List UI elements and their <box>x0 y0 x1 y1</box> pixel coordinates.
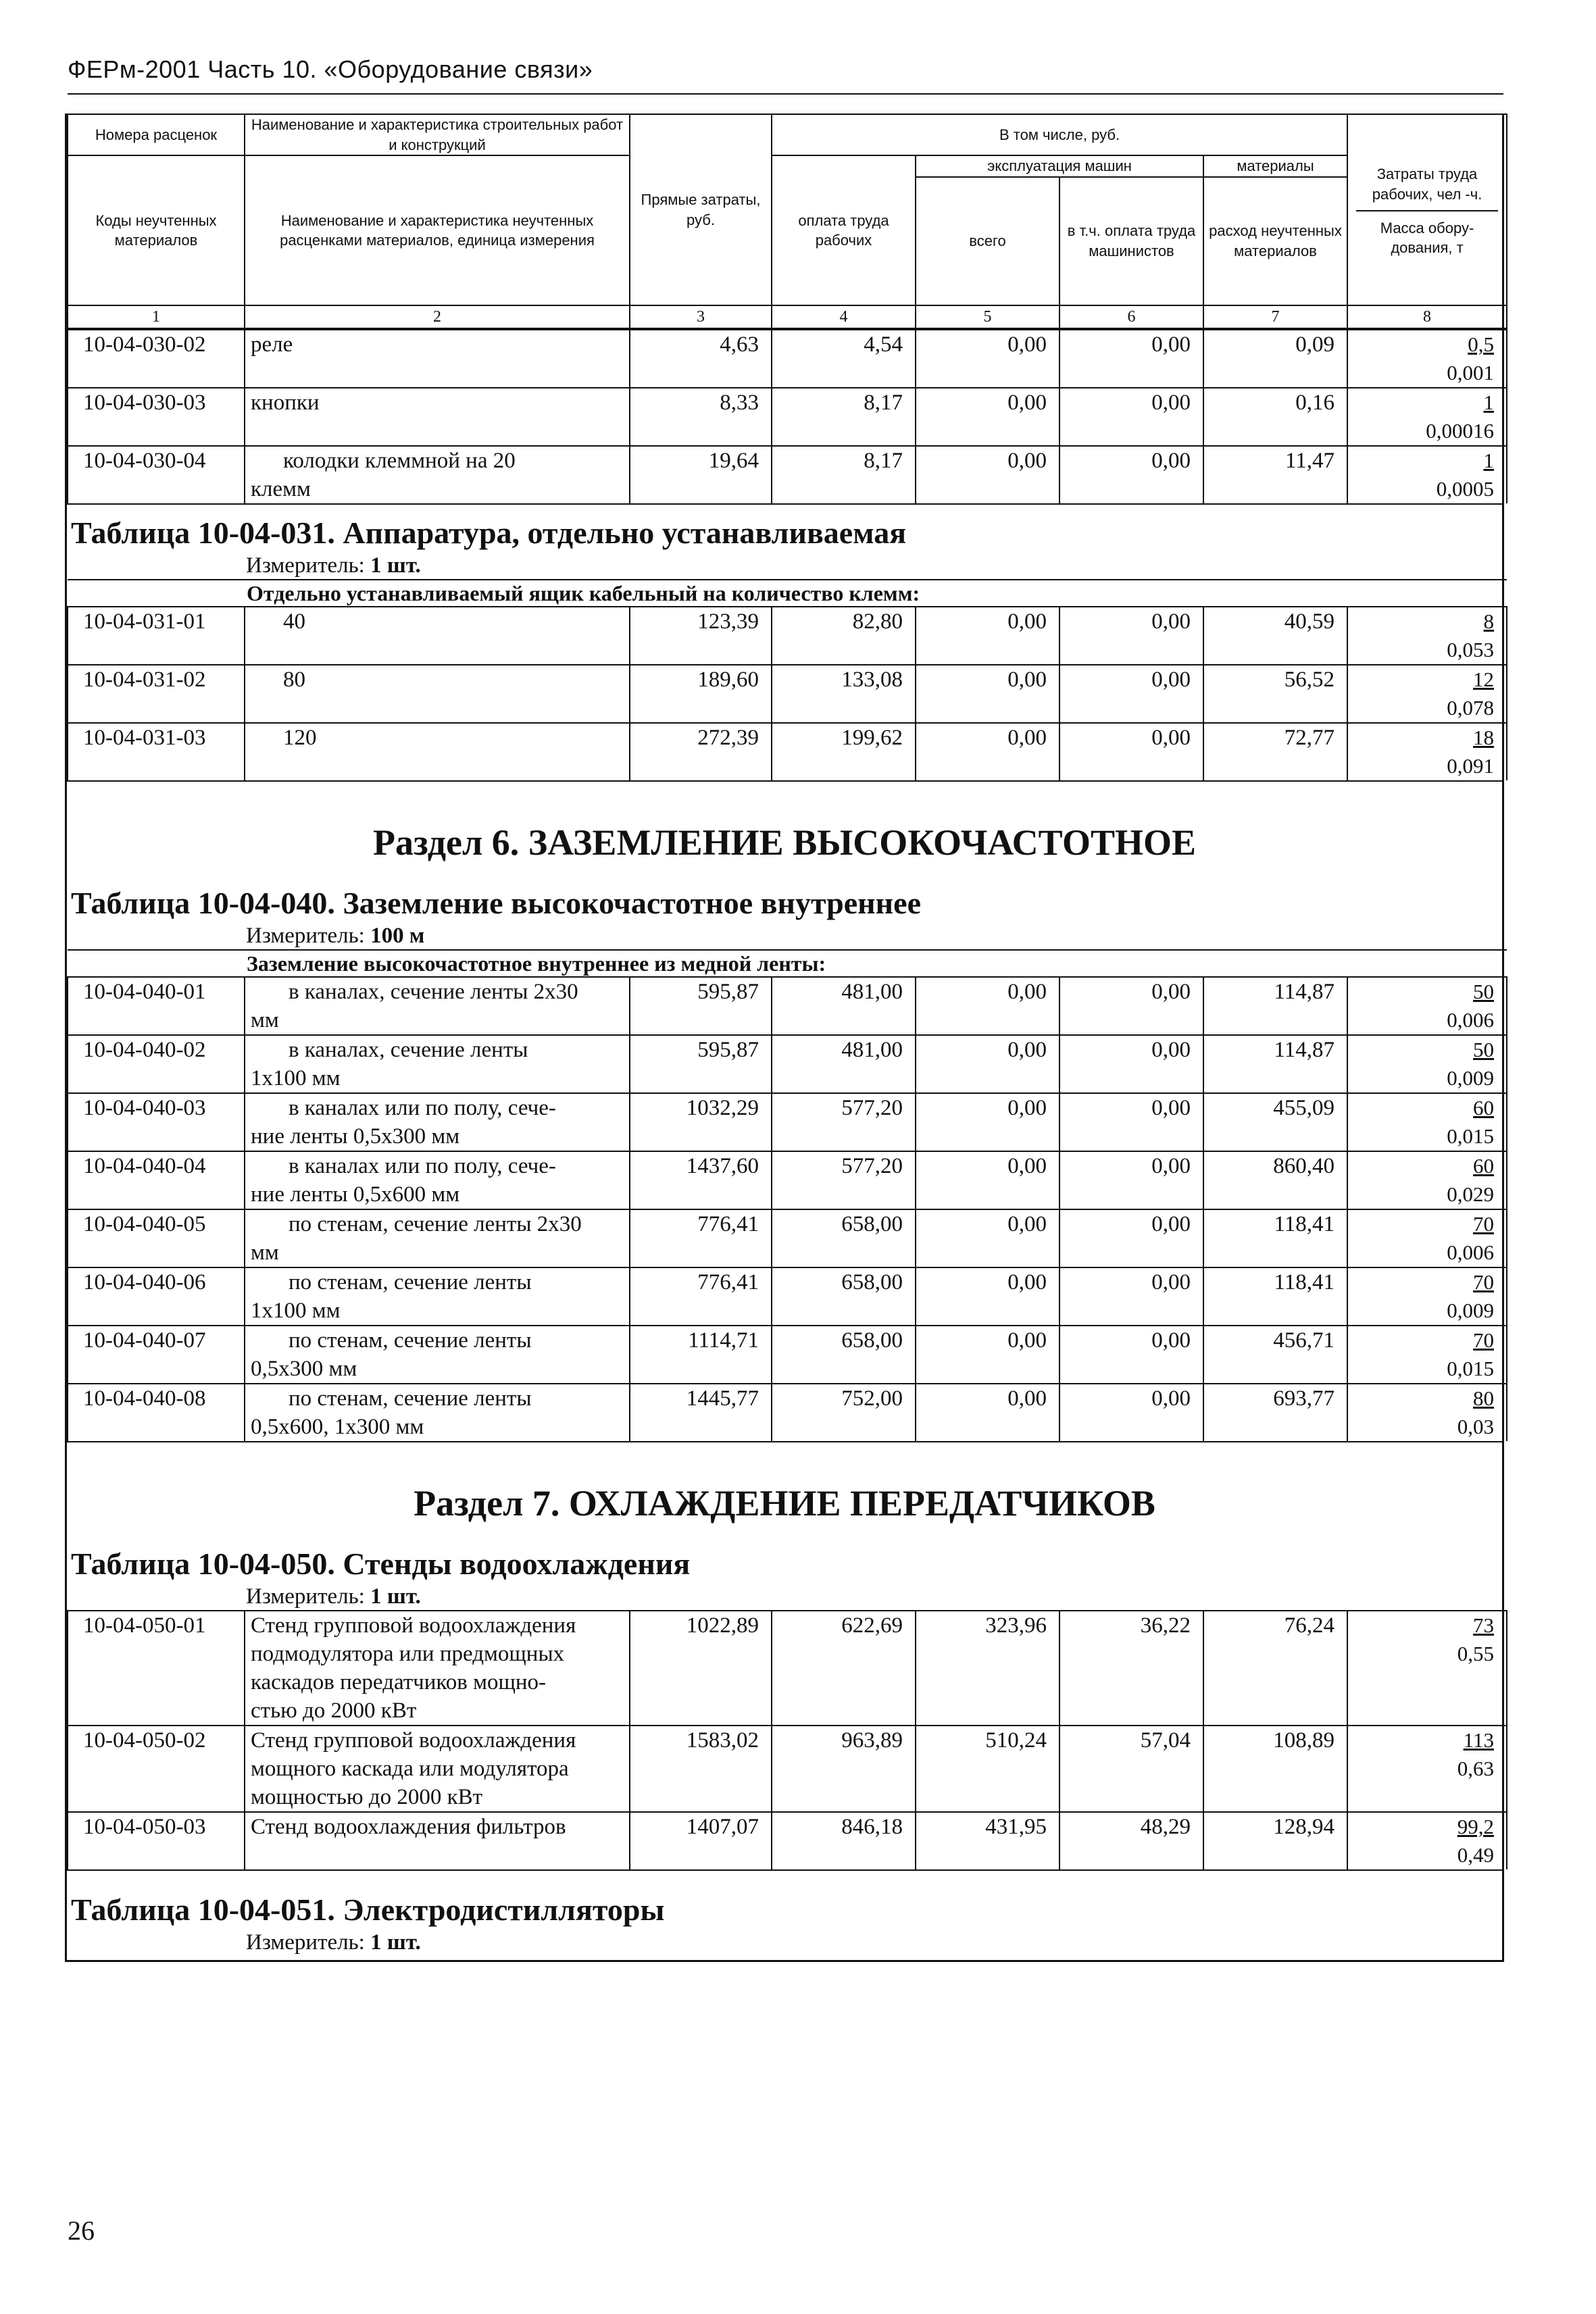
header-codes-top: Номера расценок <box>68 114 245 155</box>
table-row <box>68 1812 1507 1869</box>
row-mass: 0,053 <box>1447 638 1495 662</box>
row-direct: 1022,89 <box>630 1611 772 1726</box>
row-materials: 128,94 <box>1203 1812 1347 1869</box>
row-machines-wages: 48,29 <box>1059 1812 1203 1869</box>
row-labor-mass <box>1347 446 1507 503</box>
row-name-line: 0,5х300 мм <box>251 1357 357 1382</box>
row-name-line: 0,5х600, 1х300 мм <box>251 1415 424 1440</box>
row-labor-mass <box>1347 1812 1507 1869</box>
row-mass: 0,03 <box>1457 1415 1494 1439</box>
table-050-measure <box>67 1583 1502 1610</box>
row-wages: 199,62 <box>772 723 916 780</box>
row-wages: 481,00 <box>772 1035 916 1093</box>
table-row <box>68 1209 1507 1267</box>
row-name-line: по стенам, сечение ленты 2х30 <box>289 1212 582 1237</box>
row-machines-wages: 0,00 <box>1059 1326 1203 1384</box>
row-machines: 0,00 <box>916 446 1059 503</box>
row-labor: 99,2 <box>1457 1815 1494 1839</box>
table-row <box>68 665 1507 723</box>
row-direct: 1114,71 <box>630 1326 772 1384</box>
row-name <box>245 1267 630 1326</box>
row-code: 10-04-031-01 <box>68 607 245 665</box>
row-labor: 73 <box>1473 1613 1494 1638</box>
row-mass: 0,001 <box>1447 361 1494 385</box>
row-labor: 12 <box>1473 668 1495 692</box>
measure-value: 100 м <box>370 924 425 949</box>
row-name-line: ние ленты 0,5х600 мм <box>251 1182 460 1207</box>
colnum: 2 <box>245 305 630 328</box>
row-code: 10-04-030-02 <box>68 330 245 388</box>
row-machines-wages: 36,22 <box>1059 1611 1203 1726</box>
row-mass: 0,091 <box>1447 754 1495 778</box>
row-direct: 595,87 <box>630 977 772 1035</box>
row-name-line: 1х100 мм <box>251 1066 341 1091</box>
row-labor: 60 <box>1473 1154 1494 1178</box>
row-code: 10-04-040-03 <box>68 1093 245 1151</box>
table-031-subhead-row <box>68 580 1507 607</box>
header-equipment-mass: Масса обору-дования, т <box>1380 219 1474 257</box>
row-name-line: Стенд водоохлаждения фильтров <box>251 1815 566 1840</box>
table-031-subhead: Отдельно устанавливаемый ящик кабельный на количество клемм: <box>68 580 1507 607</box>
row-wages: 622,69 <box>772 1611 916 1726</box>
table-row <box>68 1267 1507 1326</box>
row-labor: 0,5 <box>1468 332 1494 357</box>
table-050-body <box>68 1611 1507 1869</box>
header-rule <box>68 93 1503 95</box>
row-machines: 0,00 <box>916 1151 1059 1209</box>
table-row <box>68 607 1507 665</box>
row-name <box>245 1384 630 1441</box>
measure-label: Измеритель: <box>246 1930 365 1955</box>
row-wages: 577,20 <box>772 1151 916 1209</box>
table-row <box>68 1726 1507 1812</box>
row-name-line: 120 <box>283 726 317 751</box>
header-labor-costs: Затраты труда рабочих, чел -ч. <box>1356 159 1498 211</box>
header-machines-wages: в т.ч. оплата труда машинистов <box>1059 177 1203 305</box>
table-050 <box>67 1610 1507 1869</box>
row-code: 10-04-050-03 <box>68 1812 245 1869</box>
row-wages: 481,00 <box>772 977 916 1035</box>
row-code: 10-04-030-03 <box>68 388 245 446</box>
row-code: 10-04-040-06 <box>68 1267 245 1326</box>
measure-label: Измеритель: <box>246 1584 365 1609</box>
row-labor: 60 <box>1473 1096 1494 1120</box>
row-machines-wages: 0,00 <box>1059 1151 1203 1209</box>
row-name-line: по стенам, сечение ленты <box>289 1270 532 1295</box>
header-machines: эксплуатация машин <box>916 155 1203 177</box>
row-materials: 114,87 <box>1203 977 1347 1035</box>
row-name-line: клемм <box>251 477 311 502</box>
running-header: ФЕРм-2001 Часть 10. «Оборудование связи» <box>68 55 593 83</box>
row-code: 10-04-040-08 <box>68 1384 245 1441</box>
row-mass: 0,009 <box>1447 1299 1494 1323</box>
row-name <box>245 607 630 665</box>
row-direct: 1032,29 <box>630 1093 772 1151</box>
row-machines: 0,00 <box>916 1093 1059 1151</box>
row-wages: 658,00 <box>772 1326 916 1384</box>
measure-value: 1 шт. <box>370 1584 421 1609</box>
row-machines-wages: 57,04 <box>1059 1726 1203 1812</box>
row-name-line: каскадов передатчиков мощно- <box>251 1670 547 1695</box>
row-name-line: 80 <box>283 668 305 693</box>
table-row <box>68 1151 1507 1209</box>
table-row <box>68 330 1507 388</box>
row-wages: 963,89 <box>772 1726 916 1812</box>
row-labor-mass <box>1347 977 1507 1035</box>
row-name <box>245 1093 630 1151</box>
row-name-line: по стенам, сечение ленты <box>289 1328 532 1353</box>
row-machines-wages: 0,00 <box>1059 330 1203 388</box>
row-direct: 1445,77 <box>630 1384 772 1441</box>
section-7-title: Раздел 7. ОХЛАЖДЕНИЕ ПЕРЕДАТЧИКОВ <box>414 1483 1155 1524</box>
header-name-top: Наименование и характеристика строительных работ и конструкций <box>245 114 630 155</box>
row-name <box>245 1611 630 1726</box>
row-code: 10-04-050-01 <box>68 1611 245 1726</box>
row-labor: 1 <box>1483 391 1494 415</box>
row-name-line: в каналах, сечение ленты <box>289 1038 528 1063</box>
row-machines: 0,00 <box>916 723 1059 780</box>
table-051-title: Таблица 10-04-051. Электродистилляторы <box>71 1892 665 1928</box>
row-machines-wages: 0,00 <box>1059 1384 1203 1441</box>
header-name-bottom: Наименование и характеристика неучтенных расценками материалов, единица измерения <box>245 155 630 305</box>
row-mass: 0,63 <box>1457 1757 1494 1781</box>
table-031 <box>67 579 1507 780</box>
row-machines-wages: 0,00 <box>1059 607 1203 665</box>
row-wages: 133,08 <box>772 665 916 723</box>
row-name-line: мощного каскада или модулятора <box>251 1757 569 1782</box>
row-materials: 114,87 <box>1203 1035 1347 1093</box>
row-machines: 510,24 <box>916 1726 1059 1812</box>
table-row <box>68 1035 1507 1093</box>
table-051-measure <box>67 1929 1502 1956</box>
row-direct: 776,41 <box>630 1209 772 1267</box>
row-name-line: колодки клеммной на 20 <box>283 449 516 474</box>
header-wages: оплата труда рабочих <box>772 155 916 305</box>
row-materials: 118,41 <box>1203 1267 1347 1326</box>
row-code: 10-04-031-03 <box>68 723 245 780</box>
row-code: 10-04-040-02 <box>68 1035 245 1093</box>
row-machines-wages: 0,00 <box>1059 1267 1203 1326</box>
row-mass: 0,0005 <box>1436 477 1494 501</box>
row-labor-mass <box>1347 1209 1507 1267</box>
colnum: 5 <box>916 305 1059 328</box>
row-mass: 0,55 <box>1457 1642 1494 1666</box>
row-wages: 8,17 <box>772 446 916 503</box>
row-materials: 108,89 <box>1203 1726 1347 1812</box>
row-name <box>245 1209 630 1267</box>
row-name <box>245 977 630 1035</box>
table-031-measure <box>67 552 1502 579</box>
row-machines-wages: 0,00 <box>1059 977 1203 1035</box>
table-040-subhead: Заземление высокочастотное внутреннее из медной ленты: <box>68 950 1507 977</box>
header-materials: материалы <box>1203 155 1347 177</box>
row-machines: 0,00 <box>916 1209 1059 1267</box>
row-machines: 0,00 <box>916 977 1059 1035</box>
row-machines: 0,00 <box>916 1035 1059 1093</box>
table-row <box>68 388 1507 446</box>
row-materials: 40,59 <box>1203 607 1347 665</box>
row-mass: 0,029 <box>1447 1182 1494 1207</box>
table-row <box>68 1326 1507 1384</box>
row-wages: 846,18 <box>772 1812 916 1869</box>
row-mass: 0,00016 <box>1426 419 1494 443</box>
column-numbers <box>68 305 1507 328</box>
row-name <box>245 1812 630 1869</box>
row-machines: 0,00 <box>916 1384 1059 1441</box>
row-machines-wages: 0,00 <box>1059 446 1203 503</box>
row-name-line: в каналах, сечение ленты 2х30 <box>289 980 578 1005</box>
row-labor-mass <box>1347 1267 1507 1326</box>
row-code: 10-04-040-07 <box>68 1326 245 1384</box>
row-mass: 0,015 <box>1447 1124 1494 1149</box>
row-wages: 8,17 <box>772 388 916 446</box>
row-labor-mass <box>1347 1384 1507 1441</box>
section-6-block <box>67 780 1502 1441</box>
row-machines: 0,00 <box>916 1267 1059 1326</box>
row-mass: 0,006 <box>1447 1008 1494 1032</box>
row-name-line: реле <box>251 332 293 357</box>
row-labor: 1 <box>1483 449 1494 473</box>
colnum: 8 <box>1347 305 1507 328</box>
table-040-title: Таблица 10-04-040. Заземление высокочастотное внутреннее <box>71 886 921 921</box>
row-name <box>245 1326 630 1384</box>
row-name <box>245 388 630 446</box>
row-direct: 123,39 <box>630 607 772 665</box>
row-machines-wages: 0,00 <box>1059 1209 1203 1267</box>
row-wages: 577,20 <box>772 1093 916 1151</box>
row-direct: 776,41 <box>630 1267 772 1326</box>
row-code: 10-04-050-02 <box>68 1726 245 1812</box>
header-materials-consumption: расход неучтенных материалов <box>1203 177 1347 305</box>
row-materials: 455,09 <box>1203 1093 1347 1151</box>
row-labor-mass <box>1347 388 1507 446</box>
row-direct: 8,33 <box>630 388 772 446</box>
row-machines: 0,00 <box>916 665 1059 723</box>
table-row <box>68 446 1507 503</box>
row-machines-wages: 0,00 <box>1059 665 1203 723</box>
row-mass: 0,015 <box>1447 1357 1494 1381</box>
row-name-line: ние ленты 0,5х300 мм <box>251 1124 460 1149</box>
measure-value: 1 шт. <box>370 1930 421 1955</box>
row-name-line: кнопки <box>251 391 320 416</box>
row-labor-mass <box>1347 1035 1507 1093</box>
row-code: 10-04-040-05 <box>68 1209 245 1267</box>
measure-label: Измеритель: <box>246 924 365 949</box>
row-name-line: стью до 2000 кВт <box>251 1699 417 1724</box>
table-051-block <box>67 1869 1502 1960</box>
table-040-measure <box>67 922 1502 949</box>
header-direct-costs: Прямые затраты, руб. <box>630 114 772 305</box>
table-031-title: Таблица 10-04-031. Аппаратура, отдельно устанавливаемая <box>71 515 907 551</box>
row-name-line: Стенд групповой водоохлаждения <box>251 1728 576 1753</box>
column-header <box>67 114 1507 329</box>
colnum: 1 <box>68 305 245 328</box>
table-040-subhead-row <box>68 950 1507 977</box>
row-direct: 4,63 <box>630 330 772 388</box>
row-machines: 0,00 <box>916 607 1059 665</box>
row-labor: 113 <box>1463 1728 1494 1753</box>
row-direct: 1583,02 <box>630 1726 772 1812</box>
row-wages: 4,54 <box>772 330 916 388</box>
row-wages: 658,00 <box>772 1267 916 1326</box>
header-labor <box>1347 114 1507 305</box>
row-labor-mass <box>1347 607 1507 665</box>
table-row <box>68 1093 1507 1151</box>
row-machines: 0,00 <box>916 330 1059 388</box>
colnum: 6 <box>1059 305 1203 328</box>
row-labor-mass <box>1347 1093 1507 1151</box>
row-name-line: в каналах или по полу, сече- <box>289 1096 556 1121</box>
row-labor: 50 <box>1473 1038 1494 1062</box>
table-040-body <box>68 977 1507 1441</box>
table-040 <box>67 949 1507 1441</box>
row-name-line: мощностью до 2000 кВт <box>251 1785 483 1810</box>
row-name-line: мм <box>251 1008 279 1033</box>
row-name <box>245 1035 630 1093</box>
row-name <box>245 1726 630 1812</box>
header-codes-bottom: Коды неучтенных материалов <box>68 155 245 305</box>
table-050-title: Таблица 10-04-050. Стенды водоохлаждения <box>71 1546 691 1582</box>
row-direct: 1437,60 <box>630 1151 772 1209</box>
row-labor: 70 <box>1473 1270 1494 1294</box>
row-labor: 70 <box>1473 1328 1494 1353</box>
row-wages: 658,00 <box>772 1209 916 1267</box>
row-materials: 0,16 <box>1203 388 1347 446</box>
colnum: 4 <box>772 305 916 328</box>
colnum: 7 <box>1203 305 1347 328</box>
measure-label: Измеритель: <box>246 553 365 578</box>
row-materials: 456,71 <box>1203 1326 1347 1384</box>
row-labor: 8 <box>1483 609 1495 634</box>
table-030-rows <box>67 329 1507 503</box>
row-direct: 272,39 <box>630 723 772 780</box>
row-labor-mass <box>1347 1611 1507 1726</box>
row-name-line: Стенд групповой водоохлаждения <box>251 1613 576 1638</box>
row-code: 10-04-030-04 <box>68 446 245 503</box>
row-name <box>245 1151 630 1209</box>
row-labor-mass <box>1347 1326 1507 1384</box>
row-name <box>245 330 630 388</box>
row-name <box>245 723 630 780</box>
row-labor-mass <box>1347 1151 1507 1209</box>
row-materials: 118,41 <box>1203 1209 1347 1267</box>
row-name-line: 40 <box>283 609 305 634</box>
row-name-line: в каналах или по полу, сече- <box>289 1154 556 1179</box>
row-materials: 72,77 <box>1203 723 1347 780</box>
row-materials: 11,47 <box>1203 446 1347 503</box>
row-mass: 0,49 <box>1457 1843 1494 1867</box>
table-row <box>68 977 1507 1035</box>
row-labor: 70 <box>1473 1212 1494 1236</box>
section-7-block <box>67 1441 1502 1869</box>
document-body <box>65 114 1504 1962</box>
row-materials: 0,09 <box>1203 330 1347 388</box>
row-direct: 595,87 <box>630 1035 772 1093</box>
row-labor-mass <box>1347 665 1507 723</box>
header-machines-total: всего <box>916 177 1059 305</box>
row-machines-wages: 0,00 <box>1059 1035 1203 1093</box>
page-number: 26 <box>68 2215 95 2246</box>
section-6-title: Раздел 6. ЗАЗЕМЛЕНИЕ ВЫСОКОЧАСТОТНОЕ <box>372 822 1196 863</box>
measure-value: 1 шт. <box>370 553 421 578</box>
header-including: В том числе, руб. <box>772 114 1347 155</box>
row-machines-wages: 0,00 <box>1059 723 1203 780</box>
row-materials: 693,77 <box>1203 1384 1347 1441</box>
colnum: 3 <box>630 305 772 328</box>
row-name <box>245 665 630 723</box>
table-row <box>68 1611 1507 1726</box>
row-machines: 431,95 <box>916 1812 1059 1869</box>
row-name-line: по стенам, сечение ленты <box>289 1386 532 1411</box>
row-materials: 76,24 <box>1203 1611 1347 1726</box>
table-031-block <box>67 503 1502 780</box>
row-code: 10-04-040-04 <box>68 1151 245 1209</box>
row-machines-wages: 0,00 <box>1059 388 1203 446</box>
table-row <box>68 1384 1507 1441</box>
row-machines: 0,00 <box>916 388 1059 446</box>
row-labor: 50 <box>1473 980 1494 1004</box>
row-wages: 752,00 <box>772 1384 916 1441</box>
row-direct: 19,64 <box>630 446 772 503</box>
row-code: 10-04-031-02 <box>68 665 245 723</box>
row-labor: 18 <box>1473 726 1495 750</box>
row-wages: 82,80 <box>772 607 916 665</box>
row-direct: 189,60 <box>630 665 772 723</box>
row-name <box>245 446 630 503</box>
row-name-line: мм <box>251 1240 279 1265</box>
row-labor: 80 <box>1473 1386 1494 1411</box>
row-mass: 0,078 <box>1447 696 1495 720</box>
row-name-line: подмодулятора или предмощных <box>251 1642 565 1667</box>
row-direct: 1407,07 <box>630 1812 772 1869</box>
table-row <box>68 723 1507 780</box>
row-materials: 56,52 <box>1203 665 1347 723</box>
row-name-line: 1х100 мм <box>251 1299 341 1324</box>
row-machines: 323,96 <box>916 1611 1059 1726</box>
row-machines-wages: 0,00 <box>1059 1093 1203 1151</box>
row-materials: 860,40 <box>1203 1151 1347 1209</box>
row-labor-mass <box>1347 723 1507 780</box>
row-mass: 0,009 <box>1447 1066 1494 1090</box>
row-machines: 0,00 <box>916 1326 1059 1384</box>
row-code: 10-04-040-01 <box>68 977 245 1035</box>
row-labor-mass <box>1347 330 1507 388</box>
row-mass: 0,006 <box>1447 1240 1494 1265</box>
row-labor-mass <box>1347 1726 1507 1812</box>
